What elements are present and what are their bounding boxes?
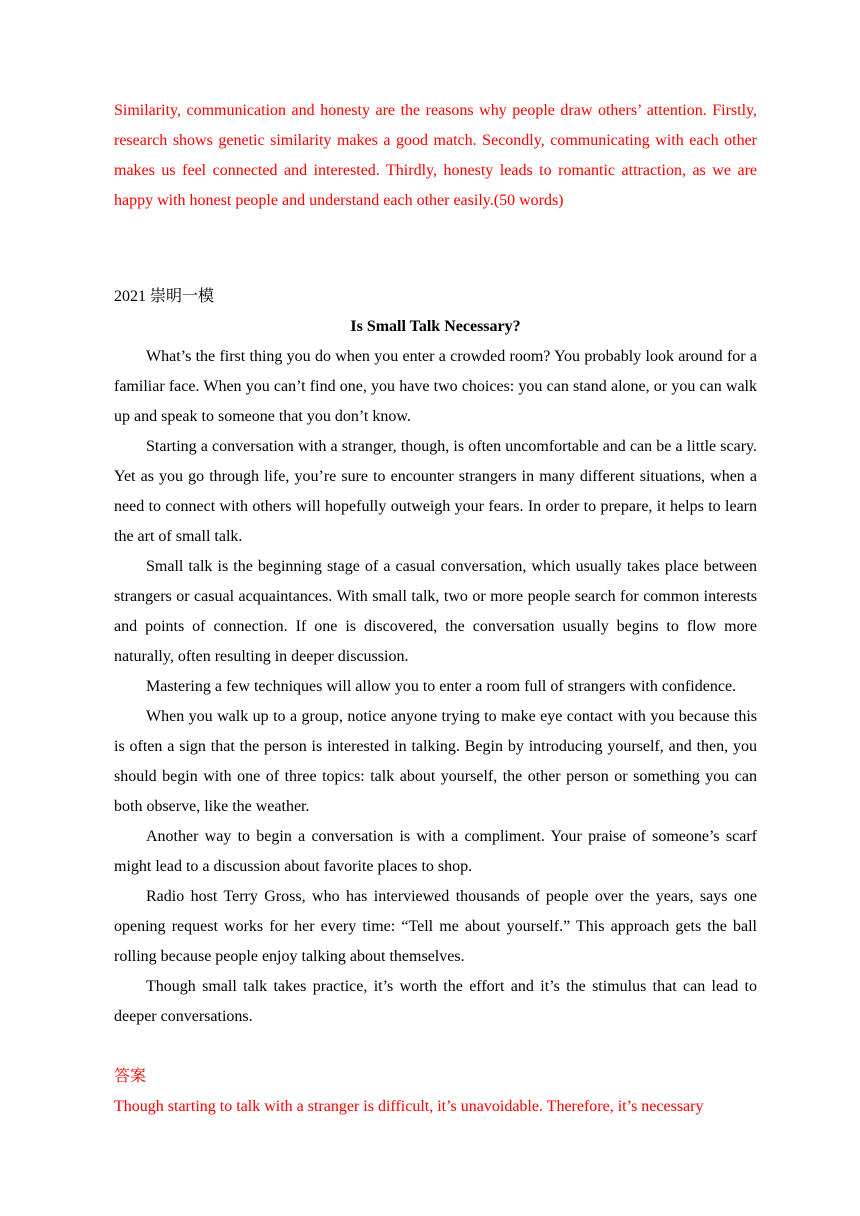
paragraph: Small talk is the beginning stage of a casual conversation, which usually takes place between strangers or casual acquaintances. With small talk, two or more people search for common interests and points of connection. If one is discovered, the conversation usually begins to flow more naturally, often resulting in deeper discussion. bbox=[114, 558, 757, 665]
document-page bbox=[114, 96, 757, 1122]
previous-answer-summary: Similarity, communication and honesty are the reasons why people draw others’ attention. Firstly, research shows genetic similarity makes a good match. Secondly, communicating with each other makes us feel connected and interested. Thirdly, honesty leads to romantic attraction, as we are happy with honest people and understand each other easily.(50 words) bbox=[114, 102, 757, 209]
exam-source: 2021 崇明一模 bbox=[114, 288, 215, 305]
passage-title: Is Small Talk Necessary? bbox=[350, 318, 521, 335]
answer-label: 答案 bbox=[114, 1068, 147, 1085]
paragraph: Though small talk takes practice, it’s worth the effort and it’s the stimulus that can lead to deeper conversations. bbox=[114, 978, 757, 1025]
paragraph: Another way to begin a conversation is with a compliment. Your praise of someone’s scarf might lead to a discussion about favorite places to shop. bbox=[114, 828, 757, 875]
paragraph: Mastering a few techniques will allow you to enter a room full of strangers with confidence. bbox=[146, 678, 737, 695]
answer-text: Though starting to talk with a stranger is difficult, it’s unavoidable. Therefore, it’s necessary bbox=[114, 1098, 704, 1115]
paragraph: Radio host Terry Gross, who has interviewed thousands of people over the years, says one opening request works for her every time: “Tell me about yourself.” This approach gets the ball rolling because people enjoy talking about themselves. bbox=[114, 888, 757, 965]
paragraph: Starting a conversation with a stranger, though, is often uncomfortable and can be a little scary. Yet as you go through life, you’re sure to encounter strangers in many different situations, when a need to connect with others will hopefully outweigh your fears. In order to prepare, it helps to learn the art of small talk. bbox=[114, 438, 757, 545]
paragraph: What’s the first thing you do when you enter a crowded room? You probably look around for a familiar face. When you can’t find one, you have two choices: you can stand alone, or you can walk up and speak to someone that you don’t know. bbox=[114, 348, 757, 425]
paragraph: When you walk up to a group, notice anyone trying to make eye contact with you because this is often a sign that the person is interested in talking. Begin by introducing yourself, and then, you should begin with one of three topics: talk about yourself, the other person or something you can both observe, like the weather. bbox=[114, 708, 757, 815]
